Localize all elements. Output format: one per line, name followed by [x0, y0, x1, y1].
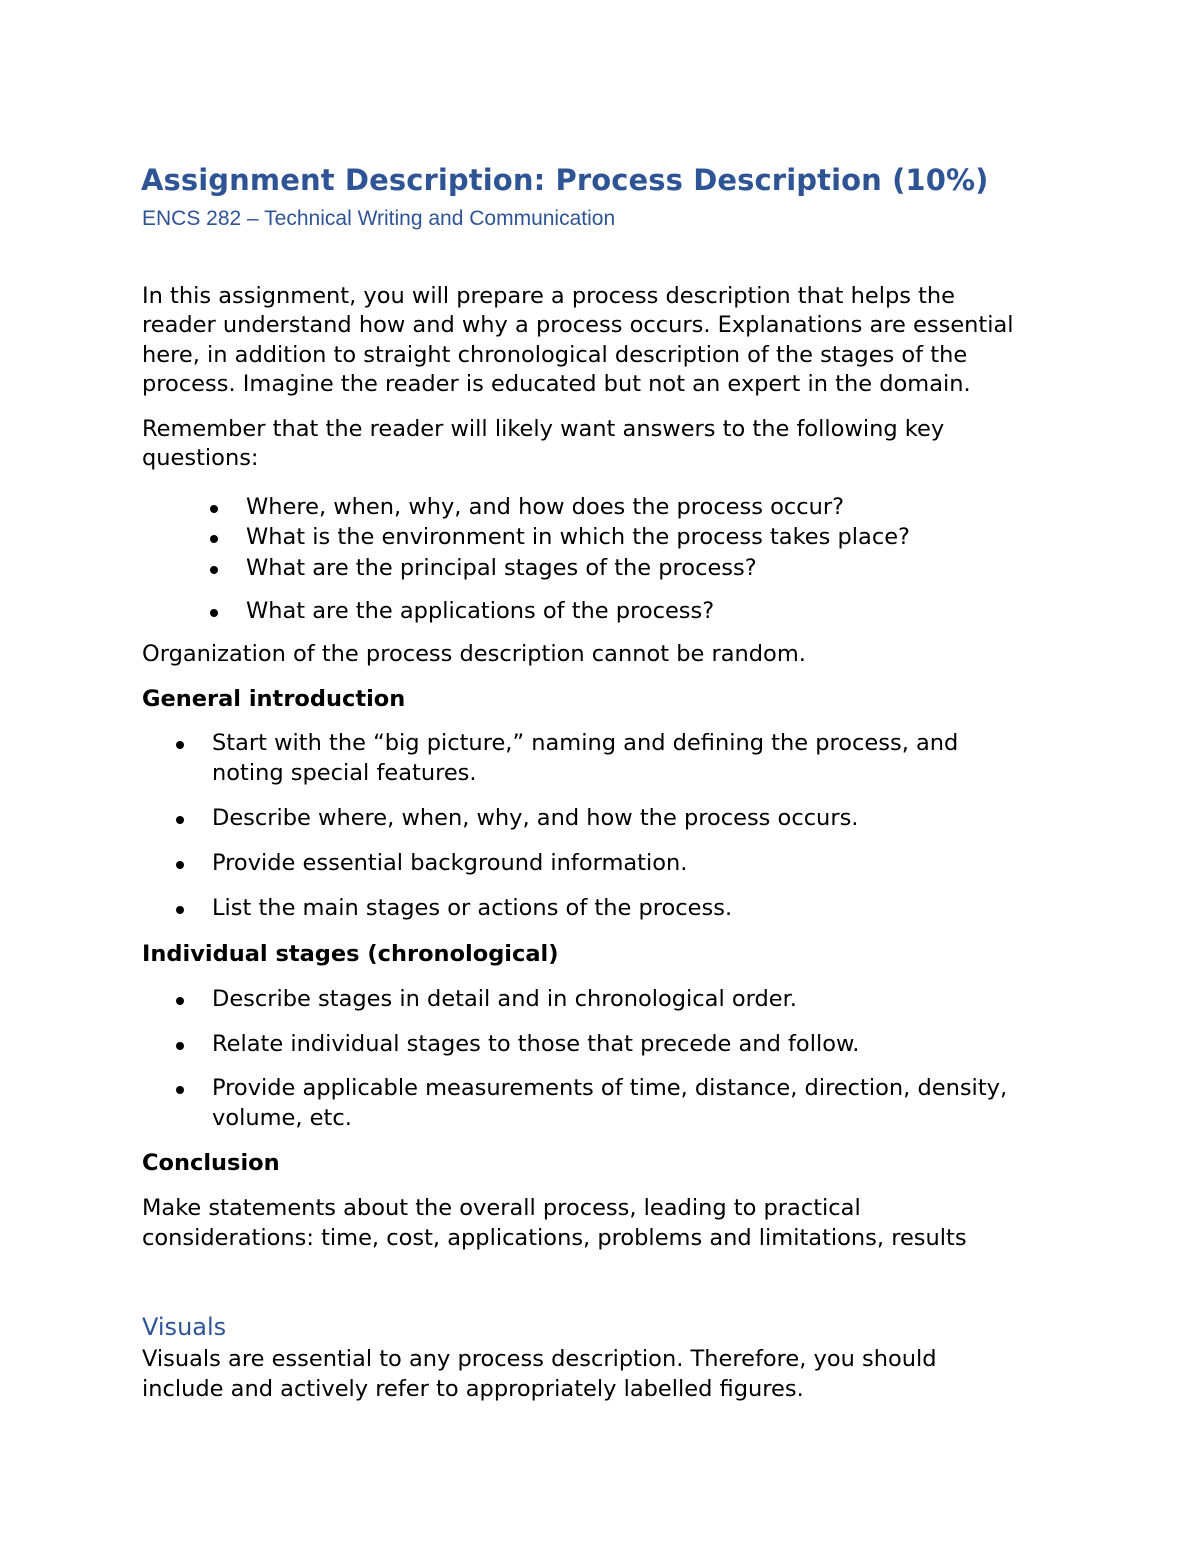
list-item: Relate individual stages to those that precede and follow.	[212, 1031, 860, 1057]
bullet-icon	[210, 566, 218, 574]
bullet-icon	[176, 906, 184, 914]
bullet-icon	[176, 741, 184, 749]
bullet-icon	[210, 505, 218, 513]
list-item: Describe stages in detail and in chronological order.	[212, 986, 797, 1012]
conclusion-heading: Conclusion	[142, 1150, 280, 1176]
bullet-icon	[176, 1086, 184, 1094]
intro-line: here, in addition to straight chronological description of the stages of the	[142, 342, 968, 368]
list-item: What are the principal stages of the process?	[246, 555, 757, 581]
list-item: List the main stages or actions of the process.	[212, 895, 733, 921]
list-item: Provide applicable measurements of time, distance, direction, density,	[212, 1075, 1008, 1101]
conclusion-line: considerations: time, cost, applications, problems and limitations, results	[142, 1225, 967, 1251]
conclusion-line: Make statements about the overall process, leading to practical	[142, 1195, 861, 1221]
individual-stages-heading: Individual stages (chronological)	[142, 941, 559, 967]
intro-line: reader understand how and why a process occurs. Explanations are essential	[142, 312, 1014, 338]
document-subtitle: ENCS 282 – Technical Writing and Communication	[142, 207, 616, 230]
remember-line: Remember that the reader will likely want answers to the following key	[142, 416, 945, 442]
organization-paragraph: Organization of the process description cannot be random.	[142, 641, 806, 667]
bullet-icon	[176, 816, 184, 824]
bullet-icon	[210, 535, 218, 543]
intro-line: In this assignment, you will prepare a process description that helps the	[142, 283, 956, 309]
list-item-continuation: volume, etc.	[212, 1105, 352, 1131]
remember-line: questions:	[142, 445, 259, 471]
list-item: Where, when, why, and how does the process occur?	[246, 494, 845, 520]
list-item: What are the applications of the process?	[246, 598, 715, 624]
list-item: Start with the “big picture,” naming and defining the process, and	[212, 730, 959, 756]
visuals-line: include and actively refer to appropriately labelled figures.	[142, 1376, 804, 1402]
general-intro-heading: General introduction	[142, 686, 406, 712]
bullet-icon	[176, 1042, 184, 1050]
bullet-icon	[176, 997, 184, 1005]
list-item: What is the environment in which the process takes place?	[246, 524, 911, 550]
list-item: Provide essential background information.	[212, 850, 688, 876]
list-item: Describe where, when, why, and how the process occurs.	[212, 805, 859, 831]
list-item-continuation: noting special features.	[212, 760, 477, 786]
bullet-icon	[176, 861, 184, 869]
document-title: Assignment Description: Process Description (10%)	[141, 163, 989, 197]
visuals-heading: Visuals	[142, 1313, 227, 1341]
intro-line: process. Imagine the reader is educated but not an expert in the domain.	[142, 371, 971, 397]
visuals-line: Visuals are essential to any process description. Therefore, you should	[142, 1346, 937, 1372]
bullet-icon	[210, 609, 218, 617]
